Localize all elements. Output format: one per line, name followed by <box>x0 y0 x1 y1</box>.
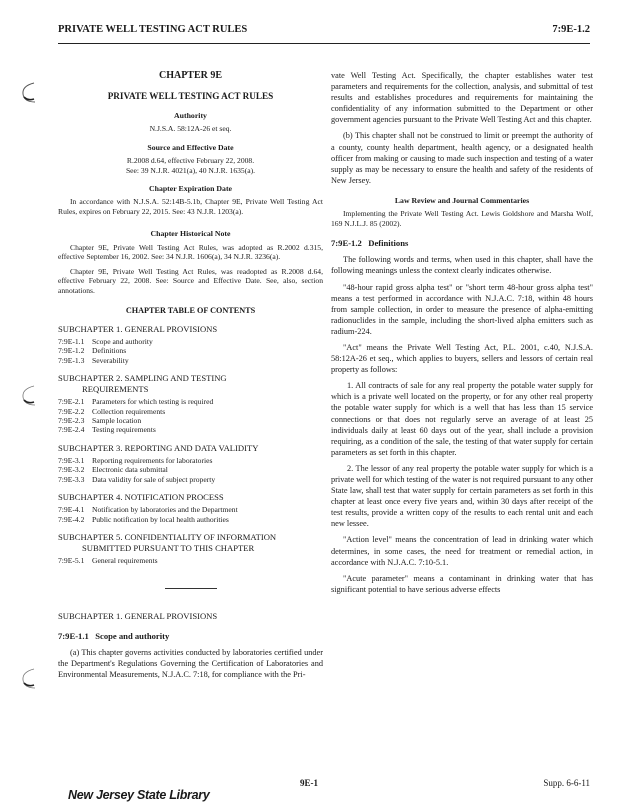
definition-acute-parameter: "Acute parameter" means a contaminant in drinking water that has significant potential to have serious adverse effects <box>331 573 593 594</box>
expiration-heading: Chapter Expiration Date <box>148 184 233 194</box>
toc-item[interactable]: 7:9E-2.2 Collection requirements <box>58 406 166 416</box>
toc-item[interactable]: 7:9E-2.4 Testing requirements <box>58 425 156 435</box>
left-column <box>58 70 323 685</box>
history-note-1: Chapter 9E, Private Well Testing Act Rules, was adopted as R.2002 d.315, effective September 16, 2002. See: 34 N.J.R. 1606(a), 34 N.J.R. 3236(a). <box>58 242 323 262</box>
toc-item[interactable]: 7:9E-1.3 Severability <box>58 355 129 365</box>
chapter-number: CHAPTER 9E <box>158 70 223 81</box>
toc-item[interactable]: 7:9E-1.1 Scope and authority <box>58 336 153 346</box>
act-item-1: 1. All contracts of sale for any real property the potable water supply for which is a private well located on the property, or for any other real property the potable water supply for which is a well that has less than 15 service connections or that does not regularly serve an average of at least 25 individuals daily at least 60 days out of the year, shall include a provision requiring, as a condition of the sale, the testing of that water supply for certain parameters as set forth in this chapter. <box>331 381 593 457</box>
source-line-2: See: 39 N.J.R. 4021(a), 40 N.J.R. 1635(a). <box>125 165 256 175</box>
toc-item[interactable]: 7:9E-3.1 Reporting requirements for laboratories <box>58 455 213 465</box>
definition-action-level: "Action level" means the concentration of lead in drinking water which determines, in some cases, the need for treatment or remedial action, in accordance with N.J.A.C. 7:10-5.1. <box>331 535 593 567</box>
toc-item[interactable]: 7:9E-4.1 Notification by laboratories and the Department <box>58 505 238 515</box>
source-line-1: R.2008 d.64, effective February 22, 2008. <box>126 155 255 165</box>
definitions-intro: The following words and terms, when used in this chapter, shall have the following meanings unless the context clearly indicates otherwise. <box>331 255 593 276</box>
right-column <box>331 70 593 600</box>
punch-hole-icon <box>18 666 38 692</box>
law-review-text: Implementing the Private Well Testing Act. Lewis Goldshore and Marsha Wolf, 169 N.J.L.J. 85 (2002). <box>331 209 593 228</box>
expiration-text: In accordance with N.J.S.A. 52:14B-5.1b, Chapter 9E, Private Well Testing Act Rules, expires on February 22, 2015. See: 43 N.J.R. 1203(a). <box>58 197 323 216</box>
header-section: 7:9E-1.2 <box>552 24 590 35</box>
toc-item[interactable]: 7:9E-3.2 Electronic data submittal <box>58 465 168 475</box>
toc-subchapter-3: SUBCHAPTER 3. REPORTING AND DATA VALIDITY <box>58 442 259 453</box>
toc-subchapter-1: SUBCHAPTER 1. GENERAL PROVISIONS <box>58 323 218 334</box>
authority-heading: Authority <box>174 111 207 121</box>
toc-subchapter-4: SUBCHAPTER 4. NOTIFICATION PROCESS <box>58 492 224 503</box>
body-subchapter-heading: SUBCHAPTER 1. GENERAL PROVISIONS <box>58 610 218 621</box>
source-heading: Source and Effective Date <box>147 142 234 152</box>
section-divider <box>165 588 217 589</box>
paragraph-b: (b) This chapter shall not be construed to limit or preempt the authority of a county, county health department, health agency, or a designated health officer from making or causing to made such inspection and testing of a water supply as may be necessary to ensure the health and safety of the residents of New Jersey. <box>331 131 593 185</box>
toc-item[interactable]: 7:9E-1.2 Definitions <box>58 346 127 356</box>
definition-act: "Act" means the Private Well Testing Act, P.L. 2001, c.40, N.J.S.A. 58:12A-26 et seq., which applies to buyers, sellers and lessors of certain real property as follows: <box>331 342 593 375</box>
toc-item[interactable]: 7:9E-5.1 General requirements <box>58 556 158 566</box>
authority-text: N.J.S.A. 58:12A-26 et seq. <box>149 124 232 134</box>
toc-item[interactable]: 7:9E-4.2 Public notification by local health authorities <box>58 514 229 524</box>
chapter-title: PRIVATE WELL TESTING ACT RULES <box>107 91 274 102</box>
header-title: PRIVATE WELL TESTING ACT RULES <box>58 24 248 35</box>
toc-subchapter-2: SUBCHAPTER 2. SAMPLING AND TESTING REQUIREMENTS <box>58 372 227 394</box>
section-heading-1-1: 7:9E-1.1 Scope and authority <box>58 630 170 641</box>
toc-subchapter-5: SUBCHAPTER 5. CONFIDENTIALITY OF INFORMATION SUBMITTED PURSUANT TO THIS CHAPTER <box>58 531 277 554</box>
definition-48-hour: "48-hour rapid gross alpha test" or "short term 48-hour gross alpha test" means a test performed in accordance with N.J.A.C. 7:18, within 48 hours from sample collection, in order to measure the presence of alpha-emitting radionuclides in the sample, including the short-lived alpha emitters such as radium-224. <box>331 282 593 336</box>
punch-hole-icon <box>18 383 38 409</box>
law-review-heading: Law Review and Journal Commentaries <box>394 195 530 205</box>
toc-heading: CHAPTER TABLE OF CONTENTS <box>125 305 256 315</box>
toc-item[interactable]: 7:9E-3.3 Data validity for sale of subject property <box>58 474 216 484</box>
toc-item[interactable]: 7:9E-2.3 Sample location <box>58 415 142 425</box>
page-number: 9E-1 <box>300 778 318 788</box>
supplement-date: Supp. 6-6-11 <box>543 778 590 788</box>
paragraph-a: (a) This chapter governs activities conducted by laboratories certified under the Department's Regulations Governing the Certification of Laboratories and Environmental Measurements, N.J.A.C. 7:18, for compliance with the Pri- <box>58 647 323 679</box>
history-note-2: Chapter 9E, Private Well Testing Act Rules, was readopted as R.2008 d.64, effective February 22, 2008. See: Source and Effective Date. See, also, section annotations. <box>58 266 323 295</box>
running-header <box>58 24 590 40</box>
library-stamp: New Jersey State Library <box>68 788 210 802</box>
act-item-2: 2. The lessor of any real property the potable water supply for which is a private well for which testing of the water is not required pursuant to any other State law, shall test that water supply for certain parameters as set forth in this chapter at least once every five years and, within 30 days after receipt of the test results, provide a written copy of the results to each rental unit and each new lessee. <box>331 463 593 529</box>
punch-hole-icon <box>18 80 38 106</box>
section-heading-1-2: 7:9E-1.2 Definitions <box>331 238 409 249</box>
header-rule <box>58 43 590 44</box>
history-heading: Chapter Historical Note <box>150 229 231 239</box>
toc-item[interactable]: 7:9E-2.1 Parameters for which testing is required <box>58 397 214 407</box>
paragraph-a-continued: vate Well Testing Act. Specifically, the chapter establishes water test parameters and requirements for the collection, analysis, and submittal of test results and establishes procedures and requirements for maintaining the confidentiality of any information submitted to the Department or other government agencies pursuant to the Private Well Testing Act and this chapter. <box>331 71 593 125</box>
